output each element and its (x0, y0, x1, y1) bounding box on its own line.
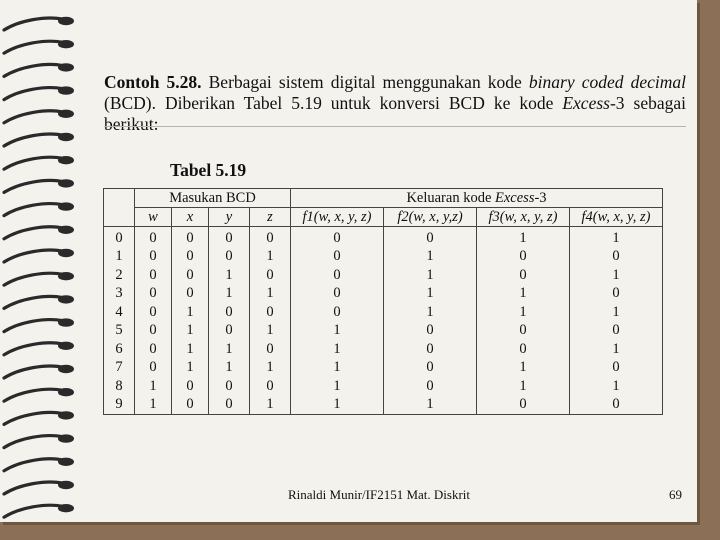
paragraph-italic-2: Excess (562, 93, 610, 113)
table-cell: 1 (250, 322, 291, 341)
table-cell: 1 (570, 266, 663, 285)
table-cell: 1 (291, 396, 384, 415)
spiral-hole (58, 156, 74, 164)
output-header-italic: Excess (495, 189, 535, 206)
table-row (104, 322, 663, 341)
spiral-coil (4, 320, 62, 332)
example-label: Contoh 5.28. (104, 72, 202, 92)
table-cell: 0 (250, 340, 291, 359)
table-row (104, 266, 663, 285)
row-index-cell: 8 (104, 377, 135, 396)
spiral-hole (58, 133, 74, 141)
table-cell: 1 (172, 322, 209, 341)
spiral-hole (58, 179, 74, 187)
table-cell: 1 (570, 340, 663, 359)
column-header: f2(w, x, y,z) (384, 208, 477, 227)
table-cell: 0 (570, 285, 663, 304)
spiral-hole (58, 504, 74, 512)
table-cell: 0 (570, 248, 663, 267)
table-cell: 1 (570, 377, 663, 396)
column-header: f3(w, x, y, z) (477, 208, 570, 227)
table-cell: 0 (384, 322, 477, 341)
table-cell: 0 (477, 322, 570, 341)
table-cell: 0 (172, 227, 209, 248)
row-index-cell: 9 (104, 396, 135, 415)
table-cell: 0 (135, 303, 172, 322)
table-cell: 1 (477, 303, 570, 322)
table-cell: 1 (209, 340, 250, 359)
table-cell: 0 (209, 303, 250, 322)
table-cell: 0 (384, 340, 477, 359)
bcd-excess3-table (103, 188, 663, 415)
table-cell: 1 (209, 266, 250, 285)
footer-credit: Rinaldi Munir/IF2151 Mat. Diskrit (288, 487, 470, 502)
table-caption: Tabel 5.19 (170, 160, 247, 180)
output-header-prefix: Keluaran kode (406, 189, 496, 206)
spiral-hole (58, 295, 74, 303)
table-cell: 0 (384, 227, 477, 248)
row-index-cell: 3 (104, 285, 135, 304)
row-index-cell: 2 (104, 266, 135, 285)
spiral-coil (4, 180, 62, 192)
spiral-hole (58, 481, 74, 489)
row-index-cell: 5 (104, 322, 135, 341)
spiral-hole (58, 202, 74, 210)
table-cell: 1 (209, 285, 250, 304)
table-cell: 0 (477, 266, 570, 285)
paragraph-text-1: Berbagai sistem digital menggunakan kode (201, 72, 529, 92)
spiral-coil (4, 273, 62, 285)
output-group-header (291, 189, 663, 208)
spiral-hole (58, 318, 74, 326)
table-cell: 0 (250, 377, 291, 396)
spiral-hole (58, 63, 74, 71)
table-cell: 0 (477, 248, 570, 267)
spiral-hole (58, 272, 74, 280)
spiral-hole (58, 388, 74, 396)
input-group-header: Masukan BCD (135, 189, 291, 208)
paragraph-text-2: (BCD). Diberikan Tabel 5.19 untuk konversi BCD ke kode (104, 93, 563, 113)
table-cell: 0 (135, 248, 172, 267)
table-cell: 0 (477, 340, 570, 359)
table-cell: 1 (291, 377, 384, 396)
spiral-hole (58, 458, 74, 466)
spiral-coil (4, 389, 62, 401)
row-index-cell: 0 (104, 227, 135, 248)
table-cell: 1 (250, 285, 291, 304)
column-header: y (209, 208, 250, 227)
table-cell: 0 (570, 322, 663, 341)
spiral-coil (4, 227, 62, 239)
spiral-coil (4, 18, 62, 30)
table-cell: 0 (172, 377, 209, 396)
spiral-hole (58, 86, 74, 94)
spiral-coil (4, 436, 62, 448)
column-header: f4(w, x, y, z) (570, 208, 663, 227)
spiral-coil (4, 111, 62, 123)
table-cell: 0 (250, 227, 291, 248)
table-cell: 0 (209, 248, 250, 267)
table-row (104, 396, 663, 415)
table-cell: 1 (209, 359, 250, 378)
column-header: z (250, 208, 291, 227)
table-cell: 0 (477, 396, 570, 415)
table-cell: 0 (209, 377, 250, 396)
table-cell: 0 (250, 303, 291, 322)
table-cell: 1 (570, 303, 663, 322)
table-cell: 1 (384, 285, 477, 304)
table-cell: 0 (209, 227, 250, 248)
table-row (104, 359, 663, 378)
table-cell: 0 (291, 266, 384, 285)
table-cell: 1 (291, 322, 384, 341)
spiral-hole (58, 434, 74, 442)
table-cell: 0 (250, 266, 291, 285)
table-row (104, 227, 663, 248)
table-cell: 1 (250, 359, 291, 378)
table-cell: 0 (291, 303, 384, 322)
spiral-coil (4, 366, 62, 378)
spiral-coil (4, 343, 62, 355)
table-cell: 1 (384, 248, 477, 267)
table-cell: 0 (172, 285, 209, 304)
table-cell: 0 (384, 377, 477, 396)
table-cell: 0 (135, 322, 172, 341)
table-cell: 1 (477, 285, 570, 304)
table-cell: 0 (291, 227, 384, 248)
column-header: x (172, 208, 209, 227)
spiral-coil (4, 505, 62, 517)
table-cell: 1 (477, 377, 570, 396)
table-cell: 1 (291, 359, 384, 378)
row-index-cell: 7 (104, 359, 135, 378)
spiral-coil (4, 250, 62, 262)
table-cell: 0 (384, 359, 477, 378)
table-cell: 1 (172, 359, 209, 378)
spiral-hole (58, 342, 74, 350)
spiral-coil (4, 134, 62, 146)
table-cell: 1 (384, 266, 477, 285)
table-row (104, 377, 663, 396)
row-index-cell: 6 (104, 340, 135, 359)
table-cell: 0 (172, 266, 209, 285)
page-number: 69 (669, 487, 682, 502)
spiral-coil (4, 459, 62, 471)
table-cell: 0 (135, 340, 172, 359)
table-cell: 0 (172, 248, 209, 267)
table-row (104, 248, 663, 267)
spiral-hole (58, 411, 74, 419)
table-row (104, 285, 663, 304)
spiral-coil (4, 482, 62, 494)
spiral-coil (4, 88, 62, 100)
row-index-cell: 1 (104, 248, 135, 267)
spiral-coil (4, 412, 62, 424)
table-cell: 0 (209, 396, 250, 415)
output-header-suffix: -3 (534, 189, 547, 206)
table-cell: 0 (570, 396, 663, 415)
table-cell: 0 (135, 285, 172, 304)
spiral-coil (4, 296, 62, 308)
table-cell: 0 (291, 248, 384, 267)
table-cell: 0 (172, 396, 209, 415)
table-cell: 1 (384, 396, 477, 415)
spiral-hole (58, 249, 74, 257)
spiral-hole (58, 40, 74, 48)
table-cell: 0 (209, 322, 250, 341)
spiral-binding (0, 0, 90, 540)
row-index-cell: 4 (104, 303, 135, 322)
divider-line (104, 126, 686, 127)
corner-cell (104, 189, 135, 208)
table-row (104, 303, 663, 322)
spiral-hole (58, 226, 74, 234)
table-cell: 0 (135, 359, 172, 378)
spiral-coil (4, 41, 62, 53)
table-cell: 0 (291, 285, 384, 304)
table-cell: 0 (135, 266, 172, 285)
index-header (104, 208, 135, 227)
table-cell: 1 (135, 377, 172, 396)
table-cell: 1 (172, 303, 209, 322)
column-header: w (135, 208, 172, 227)
table-cell: 0 (135, 227, 172, 248)
table-cell: 1 (570, 227, 663, 248)
table-cell: 1 (477, 227, 570, 248)
table-cell: 1 (250, 396, 291, 415)
table-cell: 1 (291, 340, 384, 359)
spiral-coil (4, 157, 62, 169)
table-cell: 1 (250, 248, 291, 267)
spiral-hole (58, 365, 74, 373)
table-cell: 1 (135, 396, 172, 415)
spiral-coil (4, 204, 62, 216)
spiral-coil (4, 64, 62, 76)
table-cell: 1 (172, 340, 209, 359)
table-row (104, 340, 663, 359)
column-header: f1(w, x, y, z) (291, 208, 384, 227)
table-cell: 1 (384, 303, 477, 322)
paragraph-italic-1: binary coded decimal (528, 72, 686, 92)
table-cell: 0 (570, 359, 663, 378)
table-cell: 1 (477, 359, 570, 378)
paragraph-text-3: -3 sebagai berikut: (104, 93, 686, 134)
spiral-hole (58, 17, 74, 25)
spiral-hole (58, 110, 74, 118)
